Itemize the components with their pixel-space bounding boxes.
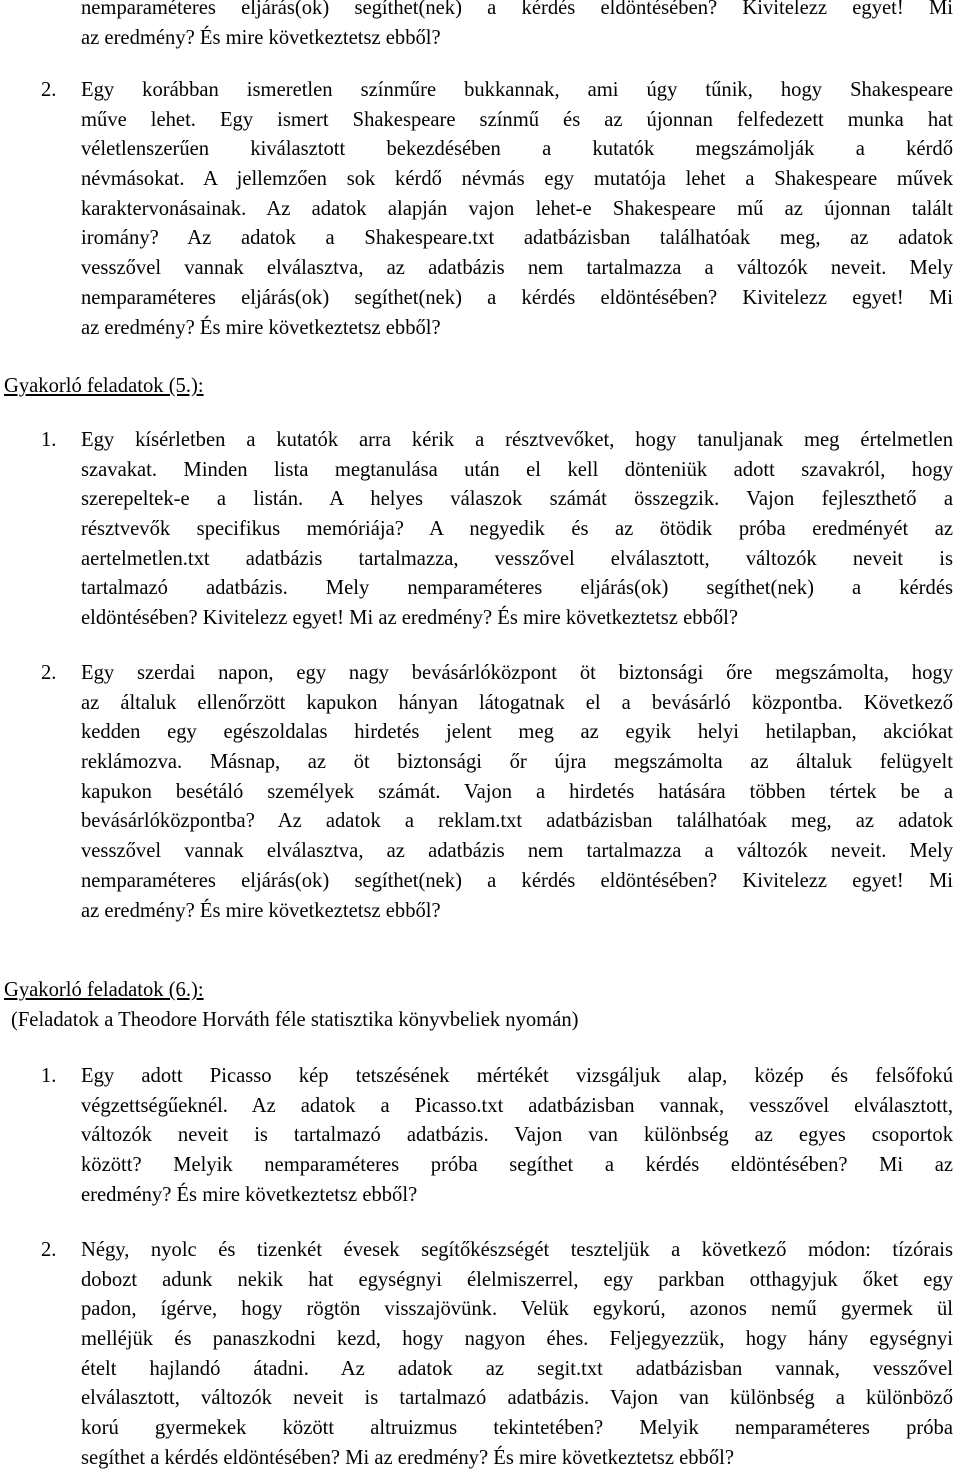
text-line: Egy kísérletben a kutatók arra kérik a résztvevőket, hogy tanuljanak meg értelmetlen xyxy=(81,429,953,451)
item-text xyxy=(81,1236,953,1474)
text-line: névmásokat. A jellemzően sok kérdő névmás egy mutatója lehet a Shakespeare művek xyxy=(81,168,953,191)
item-number: 2. xyxy=(41,662,57,684)
text-line: segíthet a kérdés eldöntésében? Mi az eredmény? És mire következtetsz ebből? xyxy=(81,1446,735,1469)
text-line: szavakat. Minden lista megtanulása után el kell dönteniük adott szavakról, hogy xyxy=(81,458,953,481)
text-line: az eredmény? És mire következtetsz ebből? xyxy=(81,316,441,339)
item-text xyxy=(81,76,953,343)
intro-continuation xyxy=(81,0,953,53)
text-line: műve lehet. Egy ismert Shakespeare színmű és az újonnan felfedezett munka hat xyxy=(81,108,953,131)
text-line: kapukon besétáló személyek számát. Vajon a hirdetés hatására többen tértek be a xyxy=(81,780,953,803)
text-line: iromány? Az adatok a Shakespeare.txt adatbázisban találhatóak meg, az adatok xyxy=(81,227,953,250)
item-number: 1. xyxy=(41,1065,57,1087)
section-heading-5: Gyakorló feladatok (5.): xyxy=(4,375,204,397)
text-line: szerepeltek-e a listán. A helyes válaszok számát összegzik. Vajon fejleszthető a xyxy=(81,488,953,511)
item-number: 1. xyxy=(41,429,57,451)
text-line: Egy szerdai napon, egy nagy bevásárlóközpont öt biztonsági őre megszámolta, hogy xyxy=(81,662,953,684)
text-line: Egy adott Picasso kép tetszésének mértékét vizsgáljuk alap, közép és felsőfokú xyxy=(81,1065,953,1087)
text-line: eldöntésében? Kivitelezz egyet! Mi az eredmény? És mire következtetsz ebből? xyxy=(81,607,738,630)
text-line: véletlenszerűen kiválasztott bekezdésében a kutatók megszámolják a kérdő xyxy=(81,138,953,161)
text-line: reklámozva. Másnap, az öt biztonsági őr újra megszámolta az általuk felügyelt xyxy=(81,751,953,774)
text-line: között? Melyik nemparaméteres próba segíthet a kérdés eldöntésében? Mi az xyxy=(81,1154,953,1177)
text-line: nemparaméteres eljárás(ok) segíthet(nek) a kérdés eldöntésében? Kivitelezz egyet! Mi xyxy=(81,869,953,892)
text-line: dobozt adunk nekik hat egységnyi élelmiszerrel, egy parkban otthagyjuk őket egy xyxy=(81,1268,953,1291)
text-line: az eredmény? És mire következtetsz ebből? xyxy=(81,26,441,49)
text-line: karaktervonásainak. Az adatok alapján vajon lehet-e Shakespeare mű az újonnan talált xyxy=(81,197,953,220)
section-heading-6: Gyakorló feladatok (6.): xyxy=(4,979,204,1001)
text-line: változók neveit is tartalmazó adatbázis. Vajon van különbség az egyes csoportok xyxy=(81,1124,953,1147)
text-line: vesszővel vannak elválasztva, az adatbázis nem tartalmazza a változók neveit. Mely xyxy=(81,257,953,280)
text-line: nemparaméteres eljárás(ok) segíthet(nek) a kérdés eldöntésében? Kivitelezz egyet! Mi xyxy=(81,0,953,19)
text-line: kedden egy egészoldalas hirdetés jelent meg az egyik helyi hetilapban, akciókat xyxy=(81,721,953,744)
text-line: padon, ígérve, hogy rögtön visszajövünk. Velük egykorú, azonos nemű gyermek ül xyxy=(81,1298,953,1321)
text-line: korú gyermekek között altruizmus tekintetében? Melyik nemparaméteres próba xyxy=(81,1417,953,1440)
text-line: az eredmény? És mire következtetsz ebből? xyxy=(81,899,441,922)
text-line: bevásárlóközpontba? Az adatok a reklam.txt adatbázisban találhatóak meg, az adatok xyxy=(81,810,953,833)
text-line: végzettségűeknél. Az adatok a Picasso.txt adatbázisban vannak, vesszővel elválasztott, xyxy=(81,1094,953,1117)
text-line: aertelmetlen.txt adatbázis tartalmazza, vesszővel elválasztott, változók neveit is xyxy=(81,547,953,570)
text-line: tartalmazó adatbázis. Mely nemparaméteres eljárás(ok) segíthet(nek) a kérdés xyxy=(81,577,953,600)
text-line: eredmény? És mire következtetsz ebből? xyxy=(81,1183,418,1206)
text-line: Egy korábban ismeretlen színműre bukkannak, ami úgy tűnik, hogy Shakespeare xyxy=(81,79,953,101)
section-subtitle: (Feladatok a Theodore Horváth féle statisztika könyvbeliek nyomán) xyxy=(11,1009,579,1031)
item-number: 2. xyxy=(41,79,57,101)
text-line: vesszővel vannak elválasztva, az adatbázis nem tartalmazza a változók neveit. Mely xyxy=(81,840,953,863)
item-number: 2. xyxy=(41,1239,57,1261)
text-line: Négy, nyolc és tizenkét évesek segítőkészségét teszteljük a következő módon: tízórais xyxy=(81,1239,953,1261)
text-line: melléjük és panaszkodni kezd, hogy nagyon éhes. Feljegyezzük, hogy hány egységnyi xyxy=(81,1328,953,1351)
text-line: ételt hajlandó átadni. Az adatok az segit.txt adatbázisban vannak, vesszővel xyxy=(81,1357,953,1380)
text-line: elválasztott, változók neveit is tartalmazó adatbázis. Vajon van különbség a különböző xyxy=(81,1387,953,1410)
item-text xyxy=(81,1062,953,1210)
text-line: az általuk ellenőrzött kapukon hányan látogatnak el a bevásárló központba. Következő xyxy=(81,691,953,714)
item-text xyxy=(81,659,953,926)
text-line: nemparaméteres eljárás(ok) segíthet(nek) a kérdés eldöntésében? Kivitelezz egyet! Mi xyxy=(81,286,953,309)
text-line: résztvevők specifikus memóriája? A negyedik és az ötödik próba eredményét az xyxy=(81,518,953,541)
item-text xyxy=(81,426,953,634)
